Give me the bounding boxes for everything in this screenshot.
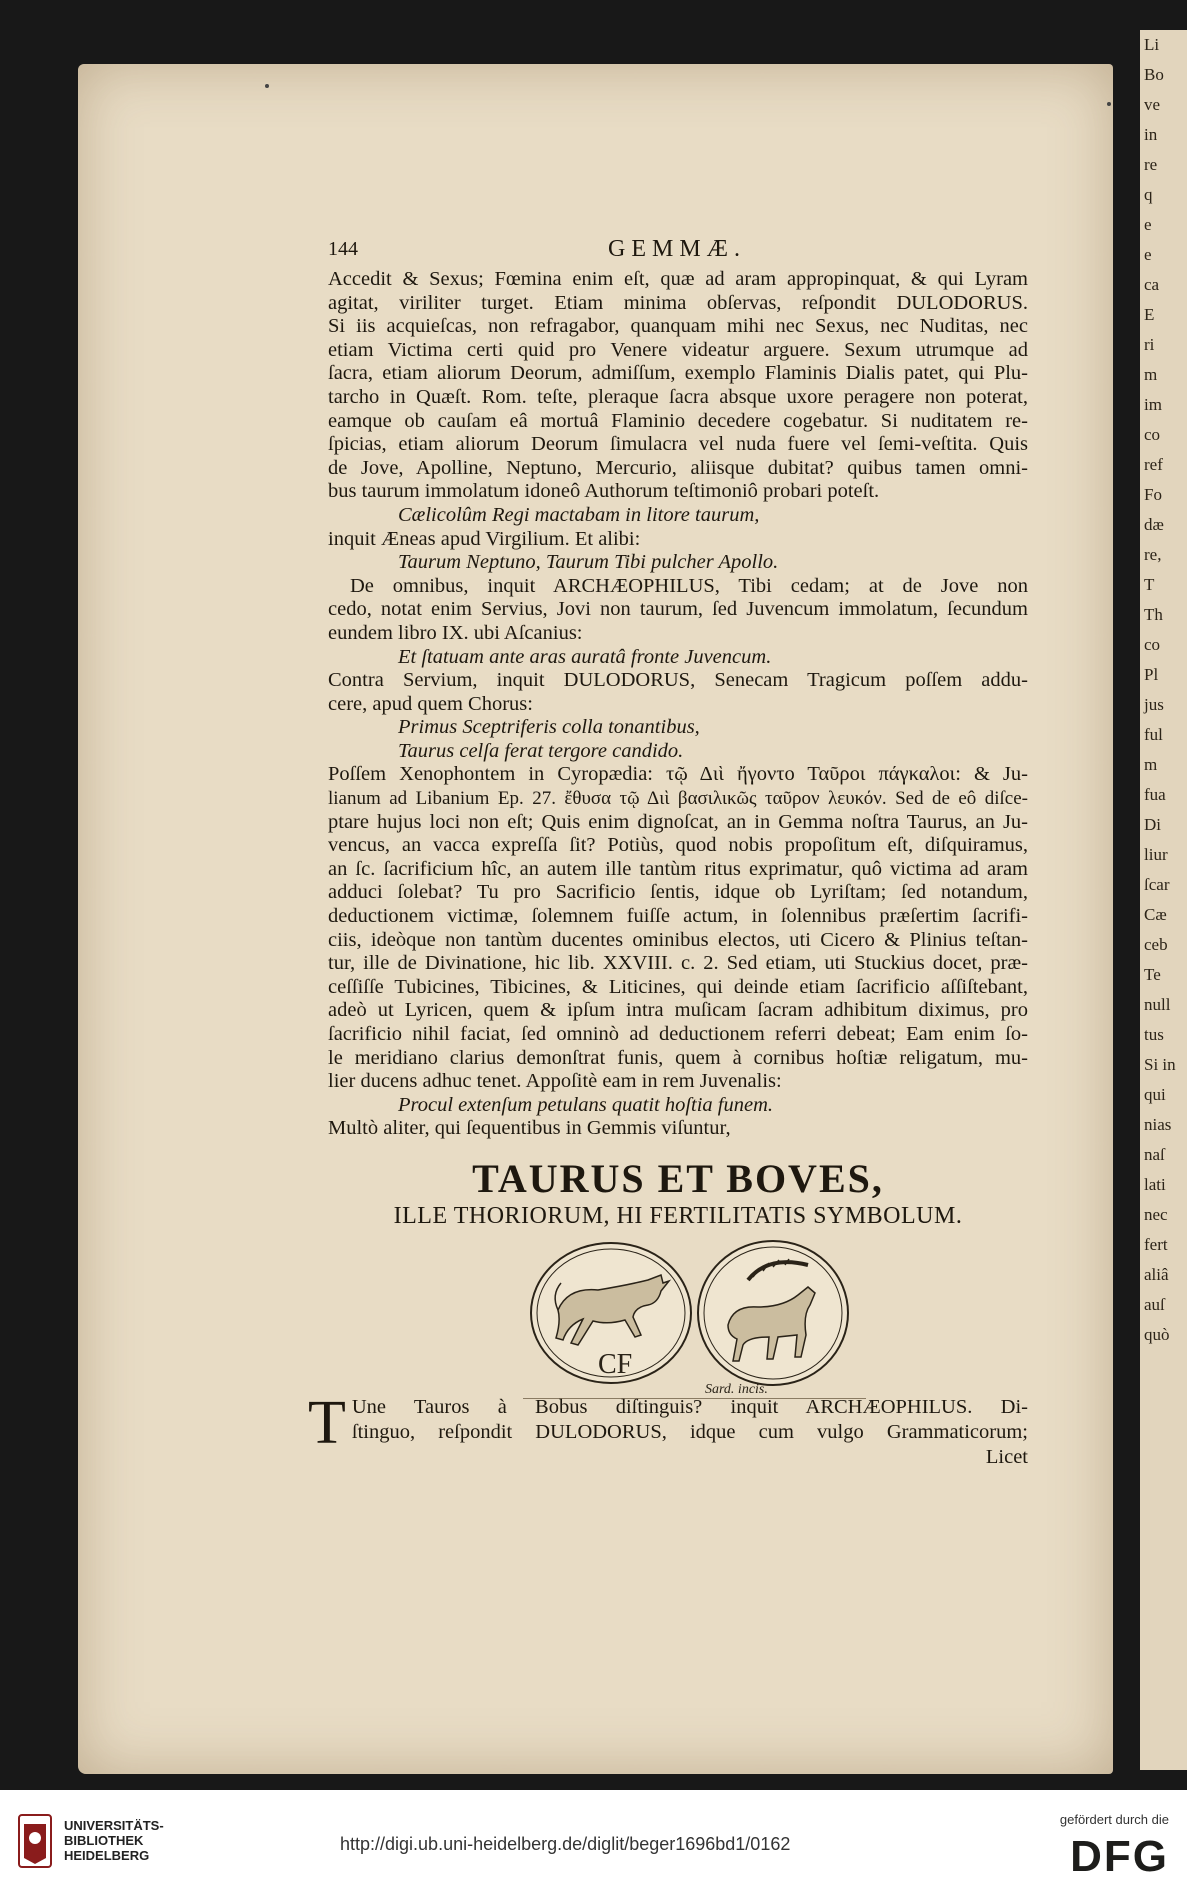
facing-page-fragment: nias [1144, 1115, 1172, 1134]
text-line: bus taurum immolatum idoneô Authorum teſtimoniô probari poteſt. [328, 480, 880, 503]
body-paragraph-4 [328, 763, 1028, 1093]
facing-page-fragment: im [1144, 395, 1162, 414]
text-line: Multò aliter, qui ſequentibus in Gemmis viſuntur, [328, 1117, 731, 1140]
verse-quote: Taurum Neptuno, Taurum Tibi pulcher Apollo. [398, 551, 779, 574]
text-line: deductionem victimæ, ſolemnem fuiſſe actum, in ſolennibus præſertim ſacrifi- [328, 905, 1028, 928]
section-subtitle: ILLE THORIORUM, HI FERTILITATIS SYMBOLUM. [393, 1202, 963, 1229]
university-name-line: UNIVERSITÄTS- [64, 1818, 164, 1833]
text-line: Une Tauros à Bobus diſtinguis? inquit ARCHÆOPHILUS. Di- [351, 1396, 1028, 1418]
page-text [328, 238, 1028, 1231]
facing-page-fragment: null [1144, 995, 1171, 1014]
facing-page-fragment: fua [1144, 785, 1166, 804]
catchword: Licet [985, 1446, 1028, 1468]
university-name-line: BIBLIOTHEK [64, 1833, 144, 1848]
facing-page-fragment: re, [1144, 545, 1162, 564]
facing-page-fragment: ca [1144, 275, 1160, 294]
university-name-line: HEIDELBERG [64, 1848, 150, 1863]
facing-page-fragment: quò [1144, 1325, 1170, 1344]
speck [1107, 102, 1111, 106]
body-paragraph-3 [328, 669, 1028, 716]
facing-page-fragment: ref [1144, 455, 1163, 474]
text-line: le meridiano clarius demonſtrat funis, quem à cornibus hoſtiæ religatum, mu- [328, 1046, 1028, 1069]
facing-page-fragment: qui [1144, 1085, 1166, 1104]
facing-page-fragment: liur [1144, 845, 1168, 864]
facing-page-fragment: Li [1144, 35, 1160, 54]
facing-page-fragment: ſcar [1144, 875, 1170, 894]
text-line: De omnibus, inquit ARCHÆOPHILUS, Tibi cedam; at de Jove non [350, 574, 1028, 597]
facing-page-fragment: ri [1144, 335, 1155, 354]
text-line: ciis, ideòque non tantùm ducentes ominibus electos, uti Cicero & Plinius teſtan- [328, 928, 1028, 951]
speck [265, 84, 269, 88]
facing-page-fragment: Cæ [1144, 905, 1167, 924]
university-seal-icon [18, 1814, 52, 1868]
text-line: ſacrificio nihil faciat, ſed omninò ad deductionem referri debeat; Eam enim ſo- [328, 1023, 1028, 1045]
text-line: eundem libro IX. ubi Aſcanius: [328, 621, 583, 644]
viewer-footer [0, 1790, 1187, 1890]
facing-page-fragment: Pl [1144, 665, 1159, 684]
facing-page-fragment: naſ [1144, 1145, 1165, 1164]
text-line: Contra Servium, inquit DULODORUS, Senecam Tragicum poſſem addu- [328, 669, 1028, 692]
text-line: an ſc. ſacrificium hîc, an autem ille tantùm ritus exprimatur, quô victima ad aram [328, 857, 1028, 880]
facing-page-fragment: nec [1144, 1205, 1168, 1224]
verse-quote: Taurus celſa ferat tergore candido. [398, 739, 684, 762]
page-number: 144 [328, 238, 358, 260]
facing-page-fragment: co [1144, 425, 1161, 444]
facing-page-fragment: e [1144, 215, 1152, 234]
text-line: vencus, an vacca expreſſa ſit? Potiùs, quod nobis propoſitum eſt, diſquiramus, [328, 834, 1028, 857]
facing-page-fragment: E [1144, 305, 1155, 324]
dfg-logo: DFG [1070, 1832, 1169, 1881]
facing-page-fragment: Bo [1144, 65, 1164, 84]
gem-monogram: CF [598, 1349, 633, 1380]
facing-page-edge [1140, 30, 1187, 1770]
facing-page-fragment: re [1144, 155, 1158, 174]
facing-page-fragment: q [1144, 185, 1153, 204]
facing-page-fragment: Th [1144, 605, 1163, 624]
text-line: ceſſiſſe Tubicines, Tibicines, & Liticines, qui deinde etiam ſacrificio aſſiſtebant, [328, 975, 1028, 998]
source-url-link[interactable]: http://digi.ub.uni-heidelberg.de/diglit/beger1696bd1/0162 [340, 1834, 791, 1854]
text-line: etiam Victima certi quid pro Venere videatur arguere. Sexum utrumque ad [328, 338, 1028, 361]
verse-quote: Et ſtatuam ante aras auratâ fronte Juvencum. [398, 645, 772, 668]
body-paragraph-1 [328, 268, 1028, 504]
body-paragraph-2 [328, 575, 1028, 646]
text-line: inquit Æneas apud Virgilium. Et alibi: [328, 527, 641, 550]
facing-page-fragment: auſ [1144, 1295, 1165, 1314]
facing-page-fragment: jus [1144, 695, 1164, 714]
engraver-signature: Sard. incis. [705, 1382, 768, 1397]
text-line: agitat, viriliter turget. Etiam minima obſervas, reſpondit DULODORUS. [328, 291, 1028, 314]
facing-page-fragment: Fo [1144, 485, 1162, 504]
facing-page-fragment: Te [1144, 965, 1161, 984]
facing-page-fragment: in [1144, 125, 1158, 144]
text-line: eamque ob cauſam eâ mortuâ Flaminio decedere cogebatur. Si nuditatem re- [328, 409, 1028, 432]
verse-quote: Cælicolûm Regi mactabam in litore taurum, [398, 503, 760, 526]
running-title: GEMMÆ. [608, 236, 747, 262]
text-line: adeò ut Lyricen, quem & ipſum intra muſicam ſacram adhibitum diximus, pro [328, 999, 1028, 1022]
facing-page-fragment: e [1144, 245, 1152, 264]
facing-page-fragment: lati [1144, 1175, 1166, 1194]
facing-page-fragment: fert [1144, 1235, 1168, 1254]
facing-page-fragment: ful [1144, 725, 1163, 744]
facing-page-fragment: Si in [1144, 1055, 1176, 1074]
verse-quote: Primus Sceptriferis colla tonantibus, [398, 716, 700, 739]
text-line: adduci ſolebat? Tu pro Sacrificio ſentis, idque ob Lyriſtam; ſed notandum, [328, 881, 1028, 904]
facing-page-fragment: aliâ [1144, 1265, 1169, 1284]
facing-page-fragment: T [1144, 575, 1155, 594]
verse-quote: Procul extenſum petulans quatit hoſtia funem. [398, 1093, 774, 1116]
text-line: Accedit & Sexus; Fœmina enim eſt, quæ ad aram appropinquat, & qui Lyram [328, 268, 1028, 290]
text-line: Si iis acquieſcas, non refragabor, quanquam mihi nec Sexus, nec Nuditas, nec [328, 315, 1028, 338]
university-name [64, 1818, 164, 1863]
text-line: Poſſem Xenophontem in Cyropædia: τῷ Διὶ ἤγοντο Ταῦροι πάγκαλοι: & Ju- [328, 763, 1028, 786]
facing-page-fragment: co [1144, 635, 1161, 654]
facing-page-fragment: m [1144, 755, 1158, 774]
funding-caption: gefördert durch die [1059, 1812, 1169, 1827]
facing-page-fragment: ve [1144, 95, 1161, 114]
running-head [328, 238, 1028, 268]
facing-page-fragment: ceb [1144, 935, 1168, 954]
section-title: TAURUS ET BOVES, [472, 1155, 884, 1201]
facing-page-fragment: dæ [1144, 515, 1164, 534]
text-line: lier ducens adhuc tenet. Appoſitè eam in rem Juvenalis: [328, 1070, 782, 1093]
gem-engraving [523, 1235, 866, 1399]
text-line: tur, ille de Divinatione, hic lib. XXVIII. c. 2. Sed etiam, uti Stuckius docet, præ- [328, 952, 1028, 975]
text-line: ptare hujus loci non eſt; Quis enim dignoſcat, an in Gemma noſtra Taurus, an Ju- [328, 810, 1028, 833]
text-line: de Jove, Apolline, Neptuno, Mercurio, aliisque dubitat? quibus tamen omni- [328, 456, 1028, 479]
drop-cap: T [308, 1389, 346, 1457]
text-line: cere, apud quem Chorus: [328, 692, 533, 715]
facing-page-fragment: m [1144, 365, 1158, 384]
facing-page-fragment: tus [1144, 1025, 1164, 1044]
text-line: ſacra, etiam aliorum Deorum, admiſſum, exemplo Flaminis Dialis patet, qui Plu- [328, 362, 1028, 385]
facing-page-fragment: Di [1144, 815, 1161, 834]
text-line: ſtinguo, reſpondit DULODORUS, idque cum vulgo Grammaticorum; [351, 1421, 1028, 1443]
text-line: tarcho in Quæſt. Rom. teſte, pleraque ſacra absque uxore peragere non poterat, [328, 385, 1028, 408]
gem-engraving-image [523, 1235, 866, 1398]
text-line: ſpicias, etiam aliorum Deorum ſimulacra vel nuda fuere vel ſemi-veſtita. Quis [328, 433, 1028, 456]
text-line: lianum ad Libanium Ep. 27. ἔθυσα τῷ Διὶ βασιλικῶς ταῦρον λευκόν. Sed de eô diſce- [328, 788, 1028, 810]
text-line: cedo, notat enim Servius, Jovi non taurum, ſed Juvencum immolatum, ſecundum [328, 598, 1028, 621]
